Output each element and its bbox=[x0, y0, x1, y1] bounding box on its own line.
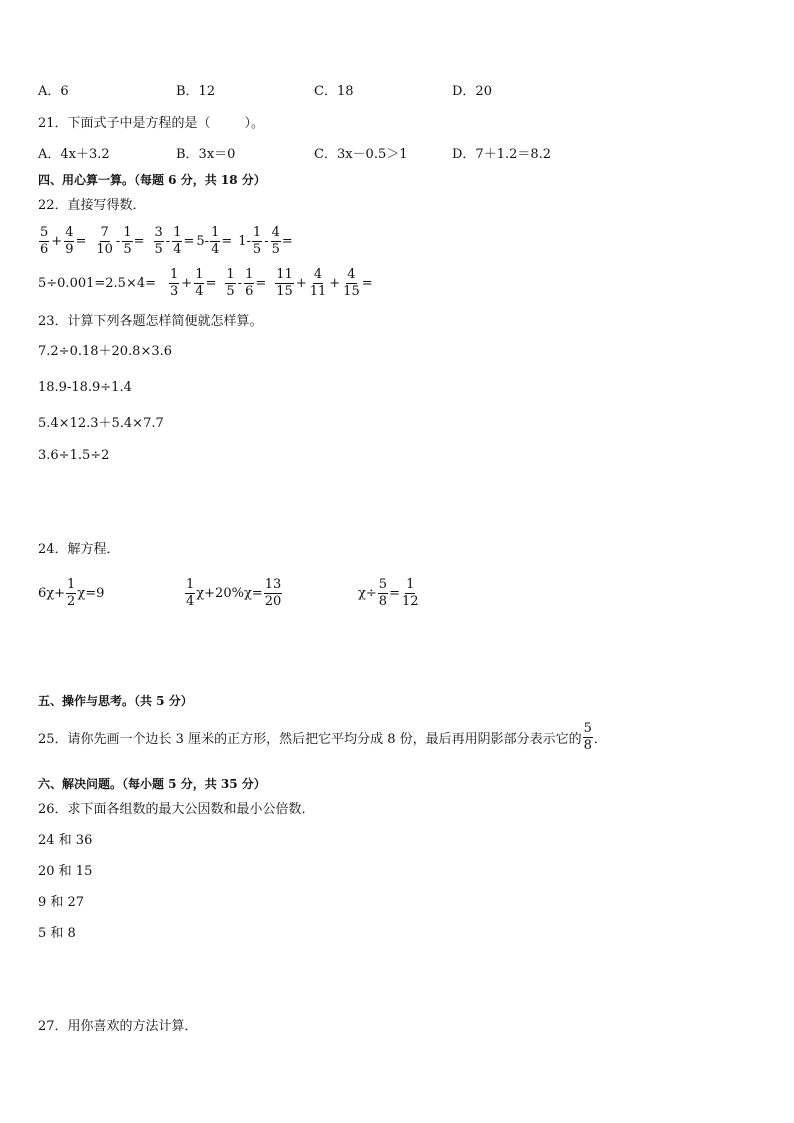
q22-row1 bbox=[38, 226, 293, 257]
q22-r2-text-1: 5÷0.001= bbox=[38, 276, 106, 291]
q21-stem-end: ）。 bbox=[244, 116, 265, 131]
section-6-title: 六、解决问题。（每小题 5 分，共 35 分） bbox=[38, 777, 266, 791]
q20-option-b: B．12 bbox=[176, 84, 216, 99]
q22-row2 bbox=[38, 268, 373, 299]
q23-stem: 23．计算下列各题怎样简便就怎样算。 bbox=[38, 314, 263, 329]
q20-option-d: D．20 bbox=[452, 84, 492, 99]
q22-r1-expr-3: $\frac{3}{5}$ - $\frac{1}{4}$ = bbox=[154, 225, 195, 257]
q21-stem bbox=[38, 115, 264, 133]
q26-item-3: 9 和 27 bbox=[38, 895, 85, 910]
q21-option-d: D．7＋1.2＝8.2 bbox=[452, 147, 552, 162]
q22-r2-text-2: 2.5×4= bbox=[105, 276, 157, 291]
q27-stem: 27．用你喜欢的方法计算． bbox=[38, 1019, 198, 1034]
q22-stem: 22．直接写得数． bbox=[38, 198, 146, 213]
q22-r2-expr-1: $\frac{1}{3}$ + $\frac{1}{4}$ = bbox=[170, 267, 217, 299]
q23-item-1: 7.2÷0.18＋20.8×3.6 bbox=[38, 344, 173, 359]
q26-item-4: 5 和 8 bbox=[38, 926, 76, 941]
q26-item-1: 24 和 36 bbox=[38, 833, 93, 848]
q24-equation-3: χ÷ $\frac{5}{8}$ = $\frac{1}{12}$ bbox=[358, 577, 419, 609]
q21-option-c: C．3x－0.5＞1 bbox=[314, 147, 408, 162]
q24-stem: 24．解方程． bbox=[38, 542, 120, 557]
q20-option-c: C．18 bbox=[314, 84, 354, 99]
q23-item-2: 18.9-18.9÷1.4 bbox=[38, 380, 132, 395]
q23-item-4: 3.6÷1.5÷2 bbox=[38, 448, 110, 463]
q21-option-b: B．3x＝0 bbox=[176, 147, 236, 162]
q25-text: 25．请你先画一个边长 3 厘米的正方形，然后把它平均分成 8 份，最后再用阴影部分表示它的 $\frac{5}{8}$ ． bbox=[38, 721, 607, 753]
q21-stem-text: 21．下面式子中是方程的是（ bbox=[38, 116, 211, 131]
q23-item-3: 5.4×12.3＋5.4×7.7 bbox=[38, 416, 164, 431]
q22-r1-expr-5: 1- $\frac{1}{5}$ - $\frac{4}{5}$ = bbox=[238, 225, 293, 257]
q22-r2-expr-2: $\frac{1}{5}$ - $\frac{1}{6}$ = bbox=[226, 267, 267, 299]
q20-option-a: A．6 bbox=[38, 84, 69, 99]
q22-r1-expr-1: $\frac{5}{6}$ + $\frac{4}{9}$ = bbox=[40, 225, 87, 257]
q21-option-a: A．4x＋3.2 bbox=[38, 147, 110, 162]
q24-equation-1: 6χ+ $\frac{1}{2}$ χ=9 bbox=[38, 577, 105, 609]
q24-equation-2: $\frac{1}{4}$ χ+20%χ= $\frac{13}{20}$ bbox=[186, 577, 282, 609]
q22-r2-expr-3: $\frac{11}{15}$ + $\frac{4}{11}$ + $\frac{4}{15}$ = bbox=[276, 267, 373, 299]
q26-stem: 26．求下面各组数的最大公因数和最小公倍数． bbox=[38, 802, 315, 817]
q22-r1-expr-2: $\frac{7}{10}$ - $\frac{1}{5}$ = bbox=[96, 225, 145, 257]
section-4-title: 四、用心算一算。（每题 6 分，共 18 分） bbox=[38, 173, 266, 187]
q26-item-2: 20 和 15 bbox=[38, 864, 93, 879]
q22-r1-expr-4: 5- $\frac{1}{4}$ = bbox=[196, 225, 233, 257]
section-5-title: 五、操作与思考。（共 5 分） bbox=[38, 694, 193, 708]
